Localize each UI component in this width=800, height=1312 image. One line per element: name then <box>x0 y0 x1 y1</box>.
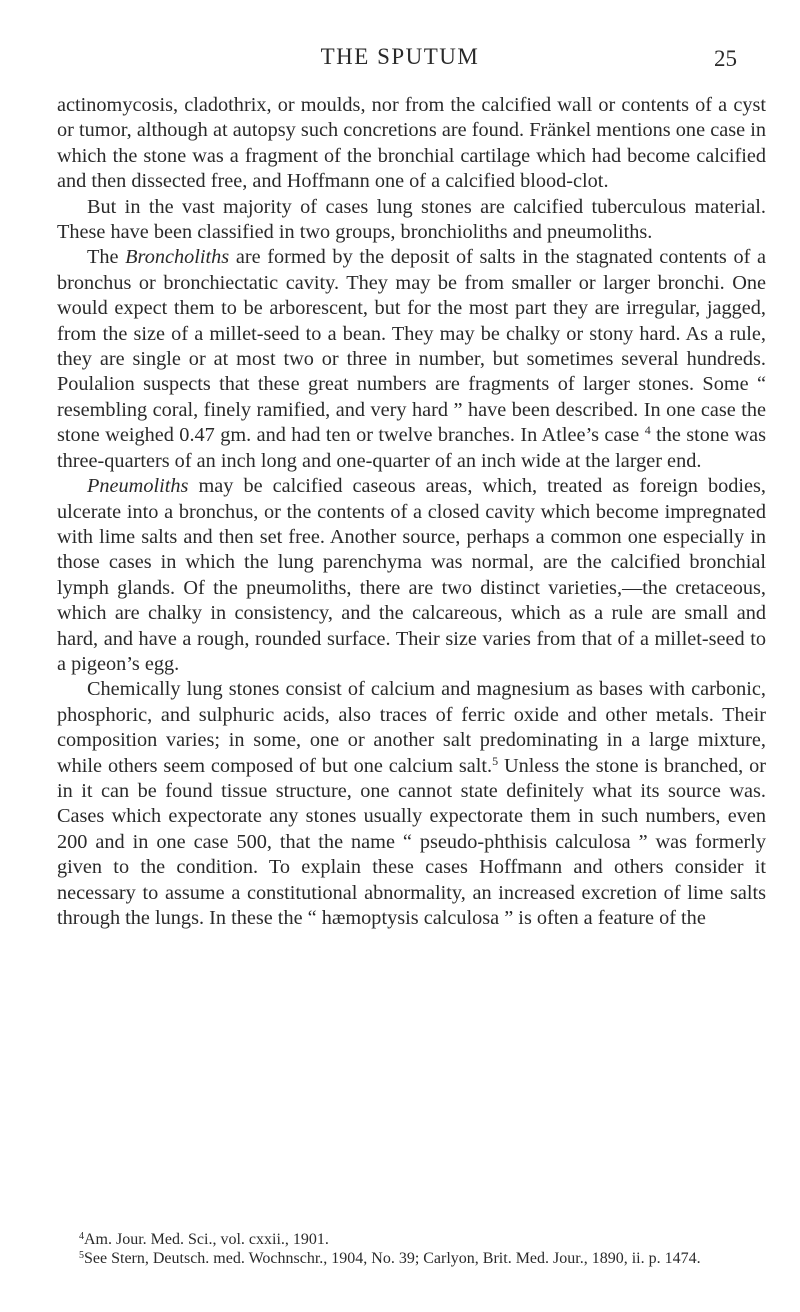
paragraph <box>57 245 766 474</box>
body-text <box>57 93 766 931</box>
paragraph <box>57 677 766 931</box>
footnote-text: Am. Jour. Med. Sci., vol. cxxii., 1901. <box>84 1231 329 1248</box>
footnote-text: See Stern, Deutsch. med. Wochnschr., 1904, No. 39; Carlyon, Brit. Med. Jour., 1890, ii. p. 1474. <box>84 1250 701 1267</box>
paragraph <box>57 93 766 195</box>
text-run: may be calcified caseous areas, which, treated as foreign bodies, ulcerate into a bronchus, or the contents of a closed cavity which become impregnated with lime salts and then set free. Another source, perhaps a common one especially in those cases in which the lung parenchyma was normal, are the calcified bronchial lymph glands. Of the pneumoliths, there are two distinct varieties,—the cretaceous, which are chalky in consistency, and the calcareous, which as a rule are small and hard, and have a rough, rounded surface. Their size varies from that of a millet-seed to a pigeon’s egg. <box>57 475 766 675</box>
page-number: 25 <box>714 46 737 71</box>
footnote-ref: 5 <box>492 753 499 768</box>
footnote-mark: 5 <box>79 1250 84 1261</box>
italic-term: Broncholiths <box>125 246 230 269</box>
paragraph <box>57 474 766 677</box>
text-run: The <box>87 246 126 269</box>
text-run: Unless the stone is branched, or in it can be found tissue structure, one cannot state definitely what its source was. Cases which expectorate any stones usually expectorate them in such numbers, even 200 and in one case 500, that the name “ pseudo-phthisis calculosa ” was formerly given to the condition. To explain these cases Hoffmann and others consider it necessary to assume a constitutional abnormality, an increased excretion of lime salts through the lungs. In these the “ hæmoptysis calculosa ” is often a feature of the <box>57 754 766 929</box>
footnote-ref: 4 <box>644 423 651 438</box>
footnote-mark: 4 <box>79 1231 84 1242</box>
text-run: are formed by the deposit of salts in the stagnated contents of a bronchus or bronchiectatic cavity. They may be from smaller or larger bronchi. One would expect them to be arborescent, but for the most part they are irregular, jagged, from the size of a millet-seed to a bean. They may be chalky or stony hard. As a rule, they are single or at most two or three in number, but sometimes several hundreds. Poulalion suspects that these great numbers are fragments of larger stones. Some “ resembling coral, finely ramified, and very hard ” have been described. In one case the stone weighed 0.47 gm. and had ten or twelve branches. In Atlee’s case <box>57 246 766 447</box>
footnote <box>57 1230 766 1249</box>
text-run: Chemically lung stones consist of calcium and magnesium as bases with carbonic, phosphoric, and sulphuric acids, also traces of ferric oxide and other metals. Their composition varies; in some, one or another salt predominating in a large mixture, while others seem composed of but one calcium salt. <box>57 678 766 777</box>
text-run: actinomycosis, cladothrix, or moulds, nor from the calcified wall or contents of a cyst or tumor, although at autopsy such concretions are found. Fränkel mentions one case in which the stone was a fragment of the bronchial cartilage which had become calcified and then dissected free, and Hoffmann one of a calcified blood-clot. <box>57 94 766 193</box>
footnote <box>57 1249 766 1268</box>
text-run: the stone was three-quarters of an inch long and one-quarter of an inch wide at the larger end. <box>57 424 766 472</box>
italic-term: Pneumoliths <box>87 475 189 498</box>
running-title: THE SPUTUM <box>320 44 480 69</box>
running-head <box>0 44 800 76</box>
paragraph <box>57 195 766 246</box>
footnotes <box>57 1230 766 1268</box>
text-run: But in the vast majority of cases lung stones are calcified tuberculous material. These have been classified in two groups, bronchioliths and pneumoliths. <box>57 195 766 244</box>
